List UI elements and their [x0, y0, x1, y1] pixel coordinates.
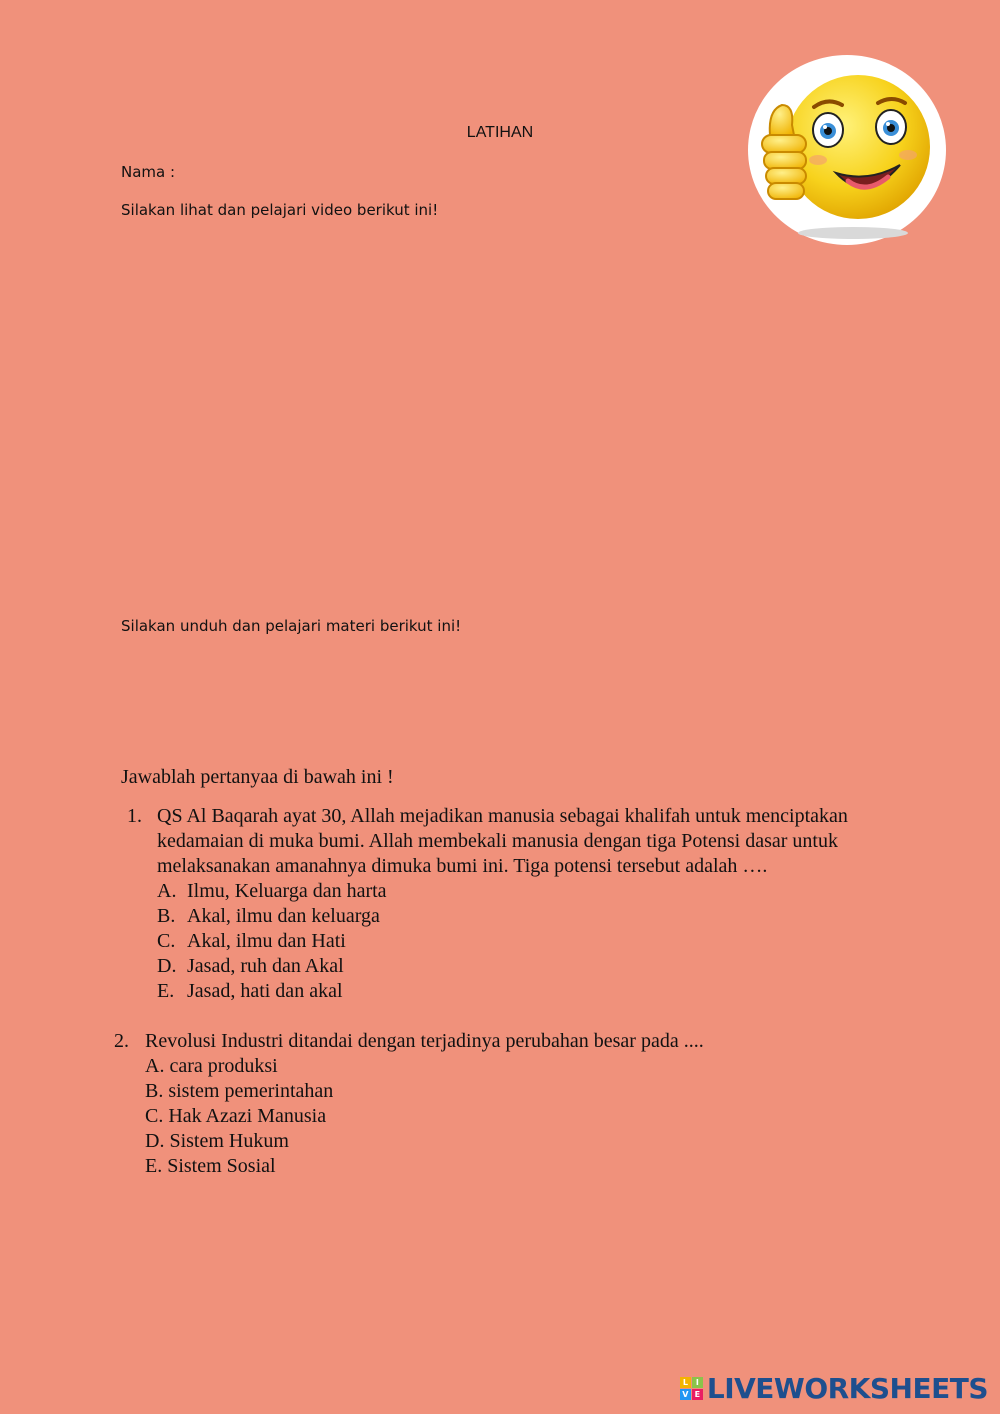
- question-2: [114, 1029, 814, 1179]
- logo-block: I: [692, 1377, 703, 1388]
- thumbs-up-smiley-icon: [748, 55, 946, 245]
- logo-mark-icon: [680, 1377, 703, 1400]
- page-title: LATIHAN: [466, 124, 534, 141]
- option-list: [157, 879, 867, 1004]
- option-c: C. Hak Azazi Manusia: [145, 1105, 327, 1127]
- question-text: Revolusi Industri ditandai dengan terjadinya perubahan besar pada ....: [145, 1030, 704, 1052]
- name-label: Nama :: [121, 163, 176, 181]
- question-number: 1.: [127, 805, 142, 827]
- option-d: D. Sistem Hukum: [145, 1130, 289, 1152]
- option-d: D. Jasad, ruh dan Akal: [157, 955, 344, 977]
- logo-block: E: [692, 1389, 703, 1400]
- option-e: E. Jasad, hati dan akal: [157, 980, 343, 1002]
- logo-block: V: [680, 1389, 691, 1400]
- question-number: 2.: [114, 1030, 129, 1052]
- logo-block: L: [680, 1377, 691, 1388]
- answer-instruction: Jawablah pertanyaa di bawah ini !: [121, 766, 394, 788]
- option-b: B. sistem pemerintahan: [145, 1080, 334, 1102]
- logo-text: LIVEWORKSHEETS: [706, 1372, 988, 1405]
- download-instruction: Silakan unduh dan pelajari materi berikut ini!: [121, 617, 462, 635]
- option-a: A. cara produksi: [145, 1055, 278, 1077]
- question-1: [127, 804, 867, 1004]
- option-c: C. Akal, ilmu dan Hati: [157, 930, 346, 952]
- option-b: B. Akal, ilmu dan keluarga: [157, 905, 380, 927]
- video-instruction: Silakan lihat dan pelajari video berikut ini!: [121, 201, 439, 219]
- option-list: [145, 1054, 814, 1179]
- option-e: E. Sistem Sosial: [145, 1155, 276, 1177]
- question-text: QS Al Baqarah ayat 30, Allah mejadikan manusia sebagai khalifah untuk menciptakan kedamaian di muka bumi. Allah membekali manusia dengan tiga Potensi dasar untuk melaksanakan amanahnya dimuka bumi ini. Tiga potensi tersebut adalah ….: [157, 805, 848, 877]
- liveworksheets-logo: [680, 1372, 988, 1405]
- option-a: A. Ilmu, Keluarga dan harta: [157, 880, 387, 902]
